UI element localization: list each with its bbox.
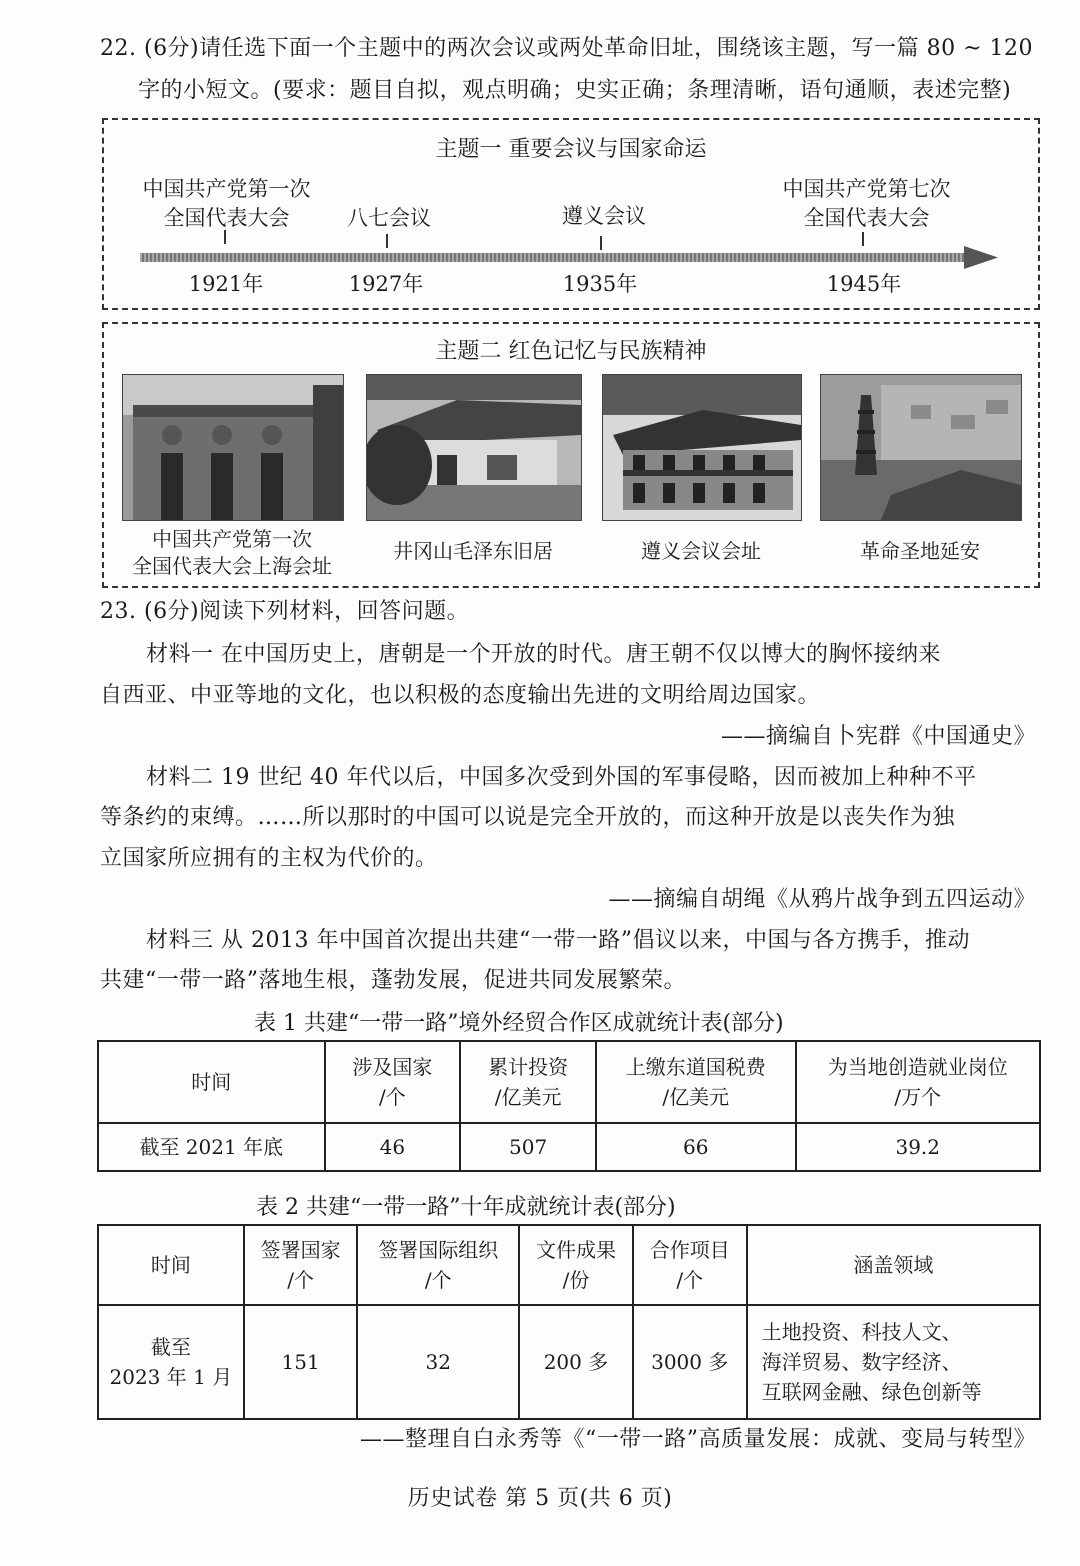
event-label-1921: 中国共产党第一次 全国代表大会 [142, 177, 311, 230]
year-1921: 1921年 [188, 272, 264, 296]
table2-cell-documents: 200 多 [519, 1305, 633, 1419]
material1-source: ——摘编自卜宪群《中国通史》 [720, 724, 1036, 749]
table1-cell-jobs: 39.2 [796, 1123, 1041, 1171]
table1-header-countries: 涉及国家 /个 [325, 1041, 461, 1123]
caption-shanghai-site: 中国共产党第一次 全国代表大会上海会址 [132, 527, 332, 578]
photo-zunyi-site [602, 374, 802, 521]
table1-header-investment: 累计投资 /亿美元 [460, 1041, 596, 1123]
event-label-1935: 遵义会议 [562, 204, 646, 228]
table2 [97, 1224, 1041, 1420]
material1-line2: 自西亚、中亚等地的文化，也以积极的态度输出先进的文明给周边国家。 [100, 683, 821, 708]
table2-header-orgs: 签署国际组织 /个 [357, 1225, 519, 1305]
event-label-1927: 八七会议 [347, 206, 431, 230]
photo-yanan [820, 374, 1022, 521]
year-1927: 1927年 [348, 272, 424, 296]
table1-cell-investment: 507 [460, 1123, 596, 1171]
table2-header-projects: 合作项目 /个 [633, 1225, 747, 1305]
tick-1945 [862, 232, 864, 246]
q22-prompt-line2: 字的小短文。(要求：题目自拟，观点明确；史实正确；条理清晰，语句通顺，表述完整) [138, 78, 1012, 103]
material2-line2: 等条约的束缚。……所以那时的中国可以说是完全开放的，而这种开放是以丧失作为独 [100, 805, 956, 830]
theme1-title: 主题一 重要会议与国家命运 [435, 137, 707, 162]
year-1935: 1935年 [562, 272, 638, 296]
material2-source: ——摘编自胡绳《从鸦片战争到五四运动》 [608, 887, 1036, 912]
event-label-1945: 中国共产党第七次 全国代表大会 [782, 177, 951, 230]
table1-cell-countries: 46 [325, 1123, 461, 1171]
caption-zunyi: 遵义会议会址 [641, 539, 761, 563]
caption-jinggangshan: 井冈山毛泽东旧居 [393, 539, 553, 563]
tick-1921 [224, 230, 226, 244]
table1-caption: 表 1 共建“一带一路”境外经贸合作区成就统计表(部分) [254, 1011, 784, 1036]
table1-header-row [98, 1041, 1040, 1123]
material3-line2: 共建“一带一路”落地生根，蓬勃发展，促进共同发展繁荣。 [100, 968, 686, 993]
page-footer: 历史试卷 第 5 页(共 6 页) [407, 1486, 673, 1511]
table1 [97, 1040, 1041, 1172]
table1-cell-time: 截至 2021 年底 [98, 1123, 325, 1171]
table2-caption: 表 2 共建“一带一路”十年成就统计表(部分) [256, 1195, 676, 1220]
table1-cell-taxes: 66 [596, 1123, 796, 1171]
photo-shanghai-site [122, 374, 344, 521]
tick-1927 [386, 234, 388, 248]
theme2-title: 主题二 红色记忆与民族精神 [435, 339, 707, 364]
theme2-box [102, 322, 1040, 588]
table2-header-countries: 签署国家 /个 [244, 1225, 358, 1305]
table2-header-documents: 文件成果 /份 [519, 1225, 633, 1305]
material3-line1: 材料三 从 2013 年中国首次提出共建“一带一路”倡议以来，中国与各方携手，推动 [146, 928, 970, 953]
photo-jinggangshan-residence [366, 374, 582, 521]
table1-header-taxes: 上缴东道国税费 /亿美元 [596, 1041, 796, 1123]
year-1945: 1945年 [826, 272, 902, 296]
table2-header-row [98, 1225, 1040, 1305]
material1-line1: 材料一 在中国历史上，唐朝是一个开放的时代。唐王朝不仅以博大的胸怀接纳来 [146, 642, 941, 667]
table2-cell-fields: 土地投资、科技人文、 海洋贸易、数字经济、 互联网金融、绿色创新等 [747, 1305, 1040, 1419]
table-source: ——整理自白永秀等《“一带一路”高质量发展：成就、变局与转型》 [360, 1427, 1036, 1452]
table2-cell-countries: 151 [244, 1305, 358, 1419]
table2-cell-time: 截至 2023 年 1 月 [98, 1305, 244, 1419]
q23-heading: 23. (6分)阅读下列材料，回答问题。 [100, 599, 470, 624]
material2-line3: 立国家所应拥有的主权为代价的。 [100, 846, 438, 871]
table1-header-jobs: 为当地创造就业岗位 /万个 [796, 1041, 1041, 1123]
table1-header-time: 时间 [98, 1041, 325, 1123]
material2-line1: 材料二 19 世纪 40 年代以后，中国多次受到外国的军事侵略，因而被加上种种不平 [146, 765, 977, 790]
table2-header-time: 时间 [98, 1225, 244, 1305]
table-row [98, 1305, 1040, 1419]
table2-header-fields: 涵盖领域 [747, 1225, 1040, 1305]
theme1-box [102, 118, 1040, 310]
tick-1935 [600, 236, 602, 250]
table-row [98, 1123, 1040, 1171]
q22-prompt-line1: 22. (6分)请任选下面一个主题中的两次会议或两处革命旧址，围绕该主题，写一篇 80 ~ 120 [100, 36, 1034, 61]
caption-yanan: 革命圣地延安 [860, 539, 980, 563]
table2-cell-projects: 3000 多 [633, 1305, 747, 1419]
table2-cell-orgs: 32 [357, 1305, 519, 1419]
